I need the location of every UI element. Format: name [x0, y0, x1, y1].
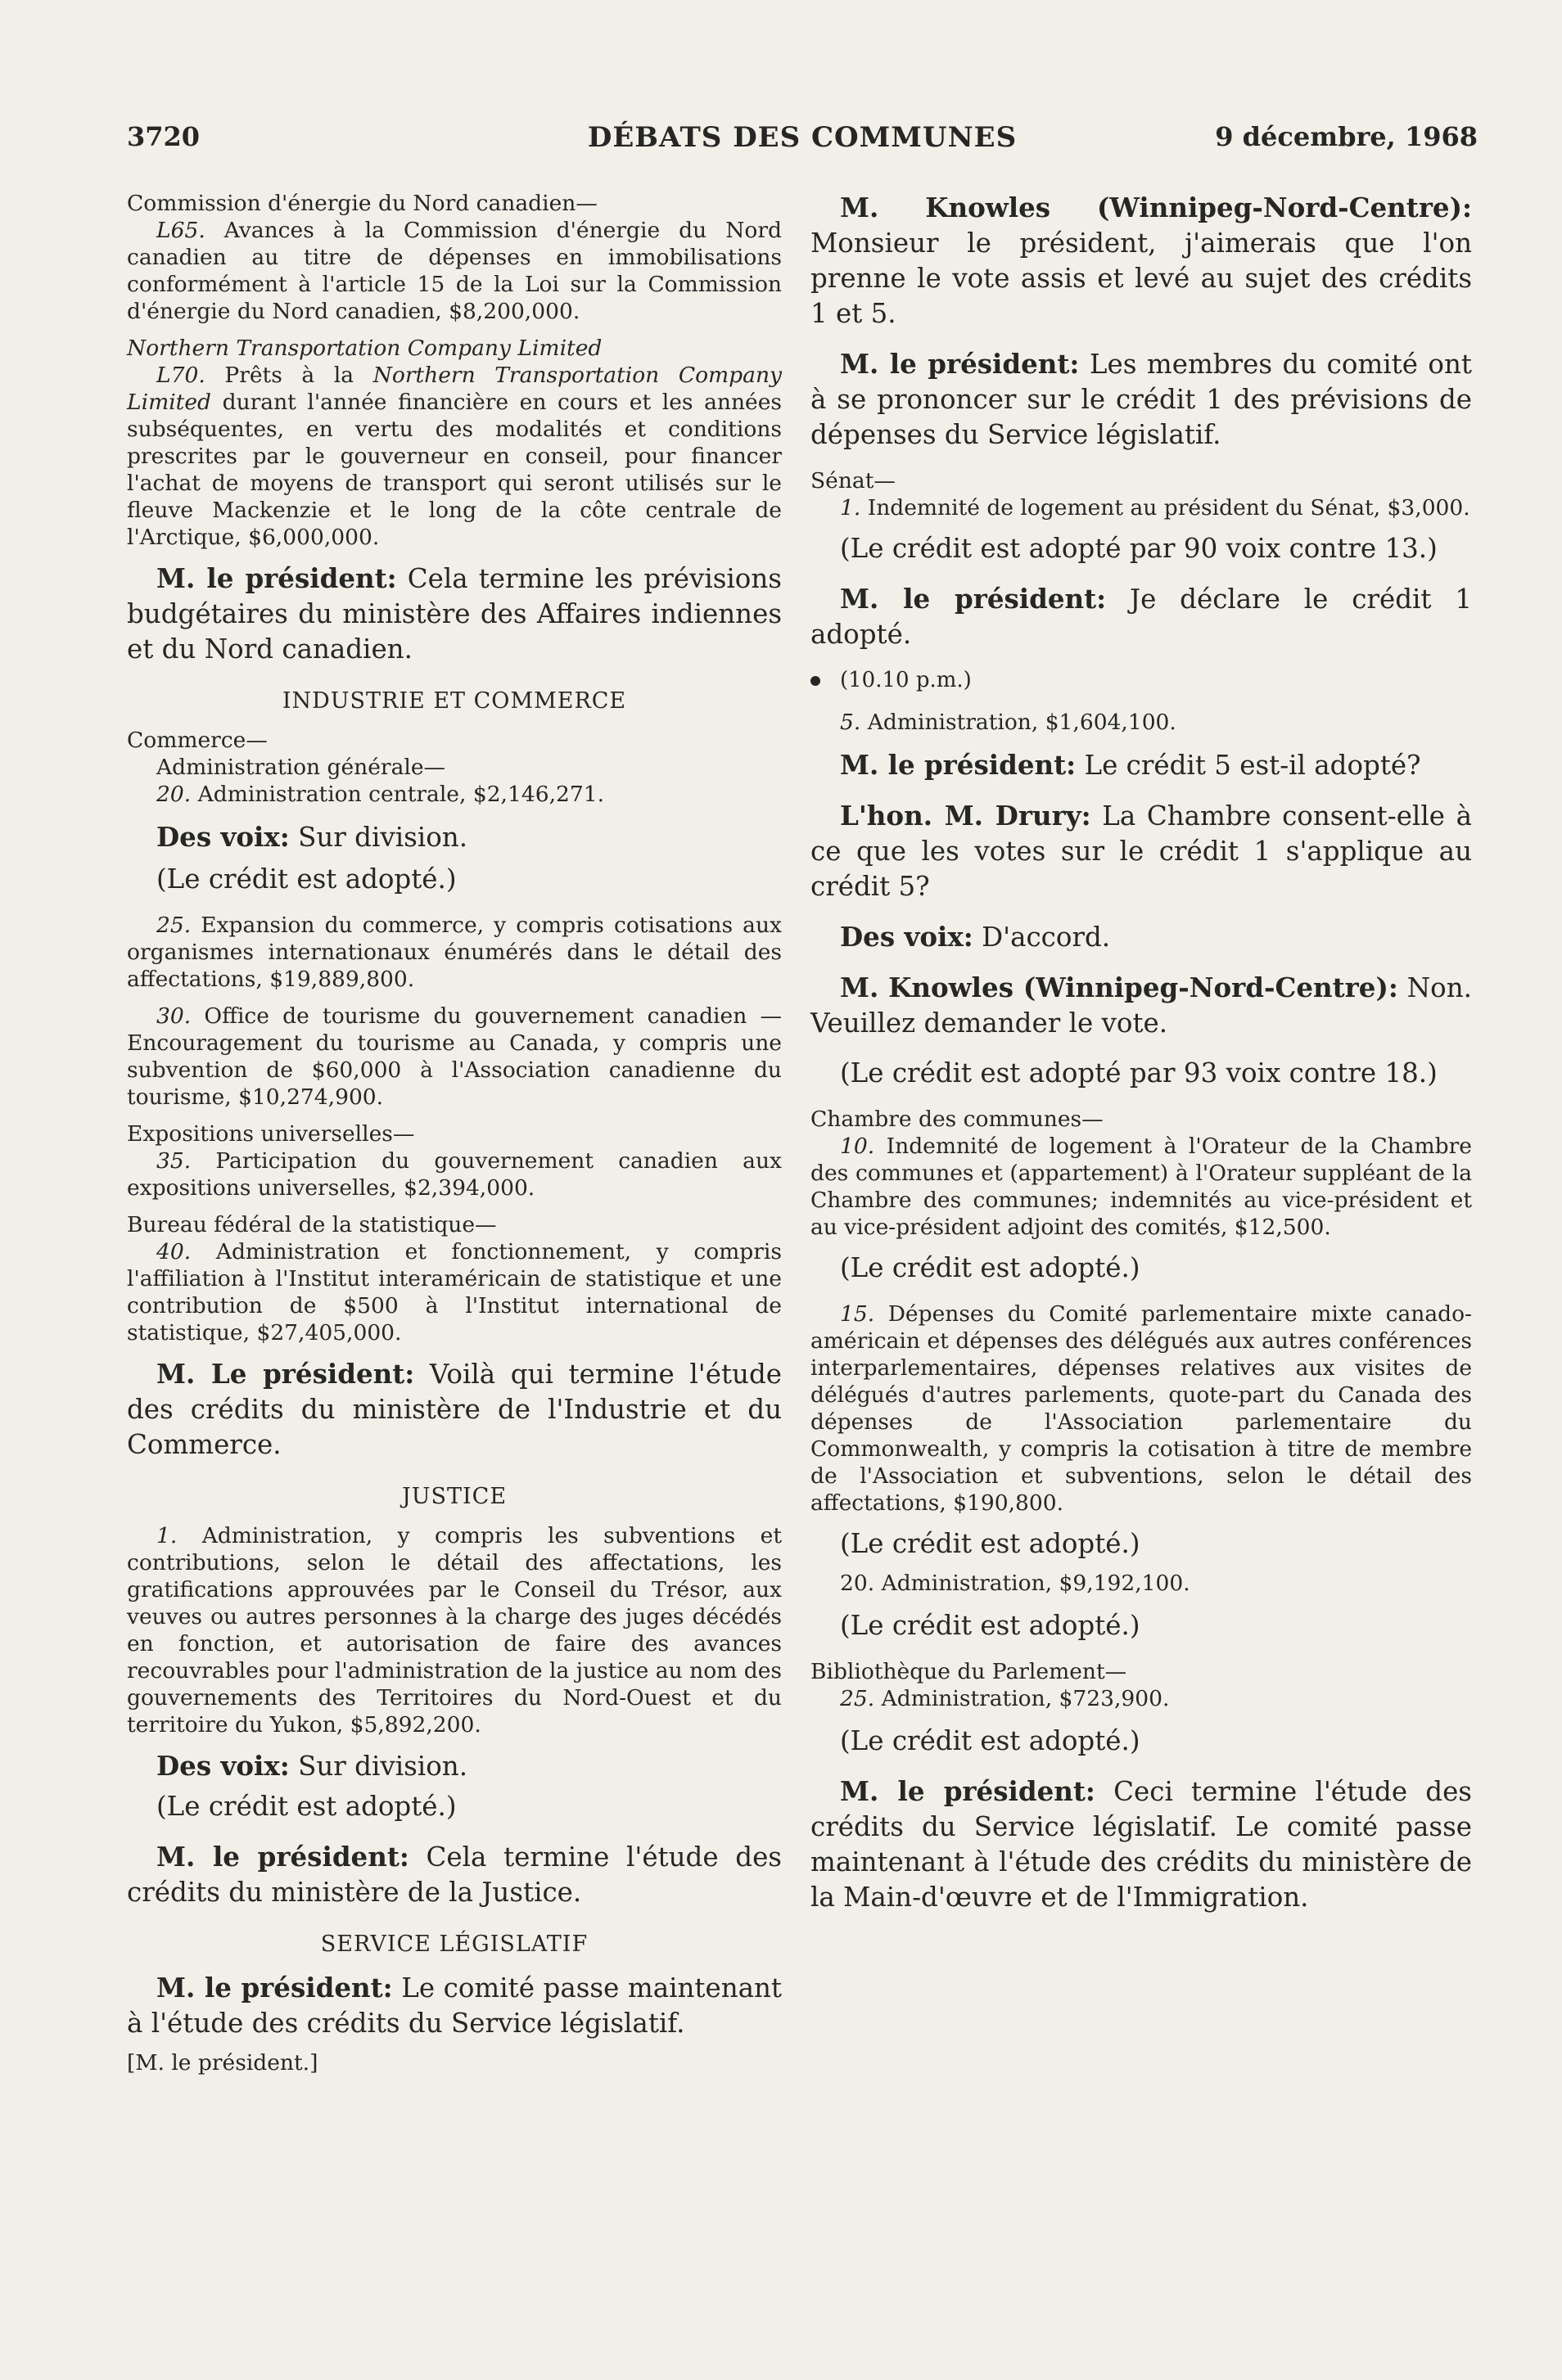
vote-1 [810, 494, 1472, 521]
text-run: 25. [840, 1686, 875, 1711]
text-run: durant l'année financière en cours et les années subséquentes, en vertu des modalités et conditions prescrites par le gouverneur en conseil, pour financer l'achat de moyens de transport qui seront utilisés sur le fleuve Mackenzie et le long de la côte centrale de l'Arctique, $6,000,000. [127, 390, 782, 550]
adopted: (Le crédit est adopté.) [156, 863, 457, 895]
text-run: Northern Transportation Company Limited [127, 363, 782, 415]
vote-40 [127, 1238, 782, 1346]
vote-text [127, 217, 782, 325]
text-run: Administration centrale, $2,146,271. [197, 782, 604, 807]
speech [127, 1970, 782, 2041]
subhead-admin: Administration générale— [156, 755, 446, 780]
vote-15 [810, 1300, 1472, 1517]
text-run: 40. [156, 1239, 192, 1264]
text-run: Administration, $1,604,100. [867, 710, 1176, 735]
text-run: Office de tourisme du gouvernement canadien —Encouragement du tourisme au Canada, y compris une subvention de $60,000 à l'Association canadienne du tourisme, $10,274,900. [127, 1003, 782, 1110]
vote-35 [127, 1147, 782, 1201]
speaker-bracket: [M. le président.] [127, 2050, 318, 2076]
text-run: Administration, y compris les subventions et contributions, selon le détail des affectations, les gratifications approuvées par le Conseil du Trésor, aux veuves ou autres personnes à la charge des juges décédés en fonction, et autorisation de faire des avances recouvrables pour l'administration de la justice au nom des gouvernements des Territoires du Nord-Ouest et du territoire du Yukon, $5,892,200. [127, 1523, 782, 1738]
subhead-chambre: Chambre des communes— [810, 1107, 1104, 1132]
section-head: Northern Transportation Company Limited [127, 336, 603, 361]
vote-l70 [127, 335, 782, 551]
speech [810, 747, 1472, 783]
text-run: L'hon. M. Drury: [840, 800, 1091, 832]
text-run: Cela termine l'étude des crédits du ministère de la Justice. [127, 1841, 782, 1908]
text-run: La Chambre consent-elle à ce que les votes sur le crédit 1 s'applique au crédit 5? [810, 800, 1472, 902]
text-run: L70. [156, 363, 205, 388]
text-run: M. le président: [156, 1972, 393, 2004]
text-run [127, 1147, 782, 1201]
text-run: M. le président: [840, 583, 1107, 615]
speech [810, 1774, 1472, 1915]
text-run: M. le président: [156, 1841, 409, 1873]
text-run: Avances à la Commission d'énergie du Nord canadien au titre de dépenses en immobilisations conformément à l'article 15 de la Loi sur la Commission d'énergie du Nord canadien, $8,200,000. [127, 218, 782, 324]
text-run: 5. [840, 710, 861, 735]
text-run: D'accord. [982, 922, 1111, 953]
page-header [127, 121, 1478, 162]
text-run: M. le président: [156, 562, 397, 594]
page-number: 3720 [127, 121, 201, 152]
subhead-expo: Expositions universelles— [127, 1121, 415, 1147]
text-run: M. le président: [840, 1775, 1095, 1807]
text-run: M. le président: [840, 348, 1080, 380]
vote-25 [127, 912, 782, 993]
text-run: 30. [156, 1003, 192, 1029]
text-run: 35. [156, 1148, 192, 1174]
text-run: 20. [156, 782, 192, 807]
text-run: (10.10 p.m.) [840, 668, 972, 692]
text-run: Administration, $723,900. [881, 1686, 1170, 1711]
vote-10 [810, 1133, 1472, 1241]
vote-25 [810, 1685, 1472, 1712]
text-run: Les membres du comité ont à se prononcer sur le crédit 1 des prévisions de dépenses du Service législatif. [810, 349, 1472, 450]
page-title: DÉBATS DES COMMUNES [587, 121, 1018, 154]
vote-l65 [127, 190, 782, 325]
time-marker [810, 667, 1472, 694]
text-run: Administration et fonctionnement, y compris l'affiliation à l'Institut interaméricain de statistique et une contribution de $500 à l'Institut international de statistique, $27,405,000. [127, 1239, 782, 1346]
subhead-commerce: Commerce— [127, 728, 268, 753]
text-run: Sur division. [298, 1751, 468, 1782]
text-run [127, 1522, 782, 1738]
text-run: M. le président: [840, 749, 1077, 781]
text-run: M. Knowles (Winnipeg-Nord-Centre): [840, 971, 1398, 1003]
adopted: (Le crédit est adopté par 93 voix contre 18.) [840, 1057, 1438, 1089]
text-run: Indemnité de logement au président du Sénat, $3,000. [867, 495, 1470, 521]
section-head: Commission d'énergie du Nord canadien— [127, 191, 598, 216]
text-run: Voilà qui termine l'étude des crédits du ministère de l'Industrie et du Commerce. [127, 1359, 782, 1460]
speech [127, 561, 782, 667]
page-date: 9 décembre, 1968 [1215, 121, 1478, 152]
subhead-biblio: Bibliothèque du Parlement— [810, 1659, 1127, 1684]
text-run [127, 912, 782, 993]
vote-j1 [127, 1522, 782, 1738]
text-run [127, 1003, 782, 1111]
vote-20: 20. Administration, $9,192,100. [840, 1571, 1190, 1596]
text-run [810, 1133, 1472, 1241]
text-run: Non. Veuillez demander le vote. [810, 972, 1472, 1039]
text-run [810, 1300, 1472, 1517]
vote-5 [810, 709, 1472, 736]
left-column [127, 190, 782, 2076]
speech [127, 1748, 782, 1784]
adopted: (Le crédit est adopté.) [840, 1725, 1140, 1756]
text-run: 1. [156, 1523, 178, 1548]
vote-30 [127, 1003, 782, 1111]
speech [127, 1356, 782, 1463]
text-run: Le crédit 5 est-il adopté? [1084, 750, 1421, 781]
speech [810, 970, 1472, 1041]
speech [810, 919, 1472, 955]
speech [810, 190, 1472, 331]
speech [127, 819, 782, 855]
vote-text [127, 362, 782, 551]
speech [810, 346, 1472, 453]
text-run: 1. [840, 495, 861, 521]
text-run [810, 494, 1472, 521]
speech [127, 1839, 782, 1910]
text-run: Expansion du commerce, y compris cotisations aux organismes internationaux énumérés dans le détail des affectations, $19,889,800. [127, 913, 782, 992]
text-run: Monsieur le président, j'aimerais que l'on prenne le vote assis et levé au sujet des crédits 1 et 5. [810, 228, 1472, 329]
text-run: 25. [156, 913, 192, 938]
adopted: (Le crédit est adopté par 90 voix contre 13.) [840, 533, 1438, 564]
text-run: Sur division. [298, 822, 468, 853]
adopted: (Le crédit est adopté.) [156, 1791, 457, 1822]
subhead-bureau: Bureau fédéral de la statistique— [127, 1212, 497, 1237]
text-run: 10. [840, 1134, 875, 1159]
text-run: M. Knowles (Winnipeg-Nord-Centre): [840, 192, 1472, 223]
text-run: Participation du gouvernement canadien aux expositions universelles, $2,394,000. [127, 1148, 782, 1201]
heading-industrie: INDUSTRIE ET COMMERCE [282, 688, 627, 714]
text-run: Indemnité de logement à l'Orateur de la Chambre des communes et (appartement) à l'Orateur suppléant de la Chambre des communes; indemnités au vice-président et au vice-président adjoint des comités, $12,500. [810, 1134, 1472, 1240]
text-run: M. Le président: [156, 1358, 415, 1390]
text-run: Prêts à la [224, 363, 354, 388]
speech [810, 581, 1472, 652]
adopted: (Le crédit est adopté.) [840, 1252, 1140, 1283]
adopted: (Le crédit est adopté.) [840, 1528, 1140, 1559]
text-run: Dépenses du Comité parlementaire mixte canado-américain et dépenses des délégués aux autres conférences interparlementaires, dépenses relatives aux visites de délégués d'autres parlements, quote-part du Canada des dépenses de l'Association parlementaire du Commonwealth, y compris la cotisation à titre de membre de l'Association et subventions, selon le détail des affectations, $190,800. [810, 1301, 1472, 1516]
text-run: L65. [156, 218, 205, 243]
speech [810, 798, 1472, 904]
heading-service: SERVICE LÉGISLATIF [320, 1931, 589, 1957]
text-run: Le comité passe maintenant à l'étude des crédits du Service législatif. [127, 1972, 782, 2039]
text-run: Cela termine les prévisions budgétaires du ministère des Affaires indiennes et du Nord canadien. [127, 563, 782, 665]
heading-justice: JUSTICE [401, 1484, 508, 1509]
bullet-icon [810, 676, 820, 686]
text-run: Des voix: [840, 921, 973, 953]
adopted: (Le crédit est adopté.) [840, 1610, 1140, 1641]
text-run [127, 1238, 782, 1346]
right-column [810, 190, 1472, 1930]
text-run: Des voix: [156, 821, 290, 853]
text-run: Ceci termine l'étude des crédits du Service législatif. Le comité passe maintenant à l'étude des crédits du ministère de la Main-d'œuvre et de l'Immigration. [810, 1776, 1472, 1913]
text-run: 15. [840, 1301, 875, 1327]
text-run: Des voix: [156, 1750, 290, 1782]
text-run: Je déclare le crédit 1 adopté. [810, 584, 1473, 650]
subhead-senat: Sénat— [810, 468, 896, 494]
vote-20 [127, 781, 782, 808]
